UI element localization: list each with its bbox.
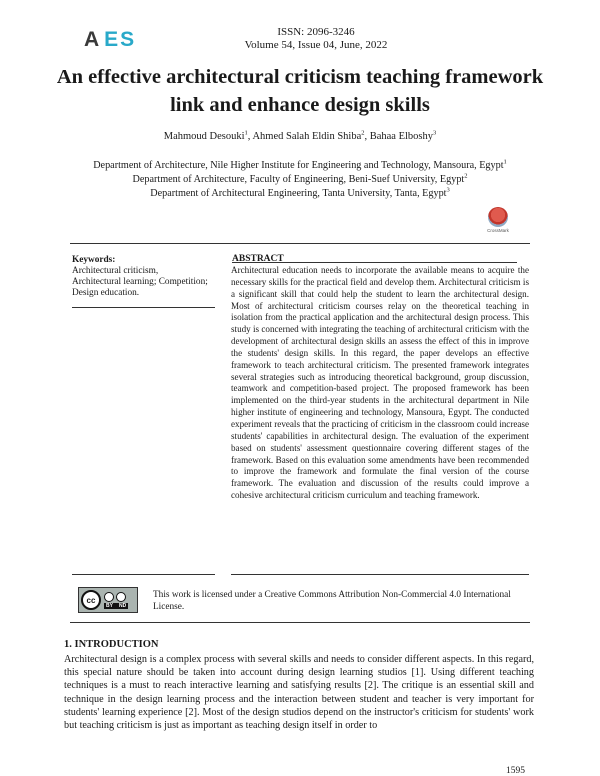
divider: [72, 574, 215, 575]
crossmark-badge[interactable]: [484, 207, 512, 233]
author-list: [40, 131, 560, 142]
divider: [231, 574, 529, 575]
crossmark-icon: [488, 207, 508, 227]
abstract-text: Architectural education needs to incorporate the available means to acquire the necessary skills for the practical field and develop them. Architectural criticism is a significant skill that could help the student to learn the architectural design. Most of architectural criticism courses relay on the theoretical teaching in isolation from the practical application and the architectural design process. This study is concerned with integrating the teaching of architectural criticism with the development of architectural design skills an assess the effect of this in improve the students' design skills. In this regard, the paper develops an effective framework to teach architectural criticism. The presented framework integrates several strategies such as introducing theoretical background, group discussion, teamwork and competition-based project. The proposed framework has been implemented on the third-year students in the architectural department in Nile higher institute of engineering and technology, Mansoura, Egypt. The conducted experiment reveals that the practicing of criticism in the classroom could increase students' capabilities in architectural design. The evaluation of the experiment based on students' assessment questionnaire covering different stages of the framework. Based on this evaluation some amendments have been recommended to improve the framework and formulate the final version of the course framework. The evaluation and discussion of the results could improve a cohesive architectural criticism curriculum and teaching framework.: [231, 265, 529, 501]
keywords-section: [72, 255, 222, 299]
keywords-heading: Keywords:: [72, 255, 116, 265]
divider: [70, 243, 530, 244]
author: Ahmed Salah Eldin Shiba$^2$,: [252, 129, 370, 142]
keyword-item: Design education.: [72, 288, 140, 298]
section-heading-introduction: 1. INTRODUCTION: [64, 639, 159, 650]
divider: [70, 622, 530, 623]
affiliation: Department of Architecture, Nile Higher Institute for Engineering and Technology, Mansoura, Egypt$^1$: [93, 158, 507, 171]
issn: ISSN: 2096-3246: [277, 26, 355, 38]
keyword-item: Architectural criticism,: [72, 266, 159, 276]
logo-letter-a: A: [84, 28, 102, 51]
paper-title: An effective architectural criticism teaching framework link and enhance design skills: [56, 66, 544, 116]
abstract-heading: ABSTRACT: [232, 254, 284, 264]
cc-icon: cc: [81, 590, 101, 610]
logo-letters-es: ES: [104, 28, 137, 51]
cc-license-badge[interactable]: [78, 587, 138, 613]
author: Mahmoud Desouki$^1$,: [163, 129, 253, 142]
by-icon: [104, 592, 114, 602]
page-number: 1595: [506, 766, 525, 776]
nd-icon: [116, 592, 126, 602]
crossmark-label: CrossMark: [487, 228, 509, 233]
keyword-item: Architectural learning; Competition;: [72, 277, 208, 287]
divider: [72, 307, 215, 308]
affiliation: Department of Architecture, Faculty of Engineering, Beni-Suef University, Egypt$^2$: [132, 172, 468, 185]
by-label: BY: [106, 602, 113, 609]
introduction-text: Architectural design is a complex process with several skills and needs to consider different aspects. In this regard, this special nature should be taken into account during design learning studios [1]. Using different teaching techniques is a must to reach interactive learning and satisfying results [2]. The critique is an essential skill and technique in the design learning process and the interaction between student and teacher is very important for students' learning experience [2]. Most of the design studios depend on the instructor's criticism for students' work but teaching criticism is just as important as teaching design itself in order to: [64, 654, 534, 732]
nd-label: ND: [118, 602, 127, 609]
license-text: This work is licensed under a Creative Commons Attribution Non-Commercial 4.0 International License.: [153, 590, 511, 612]
affiliation: Department of Architectural Engineering, Tanta University, Tanta, Egypt$^3$: [150, 186, 450, 199]
volume-issue: Volume 54, Issue 04, June, 2022: [244, 39, 388, 51]
affiliation-list: [40, 159, 560, 201]
journal-logo: [84, 28, 136, 52]
journal-info: [236, 26, 396, 52]
author: Bahaa Elboshy$^3$: [369, 129, 437, 142]
